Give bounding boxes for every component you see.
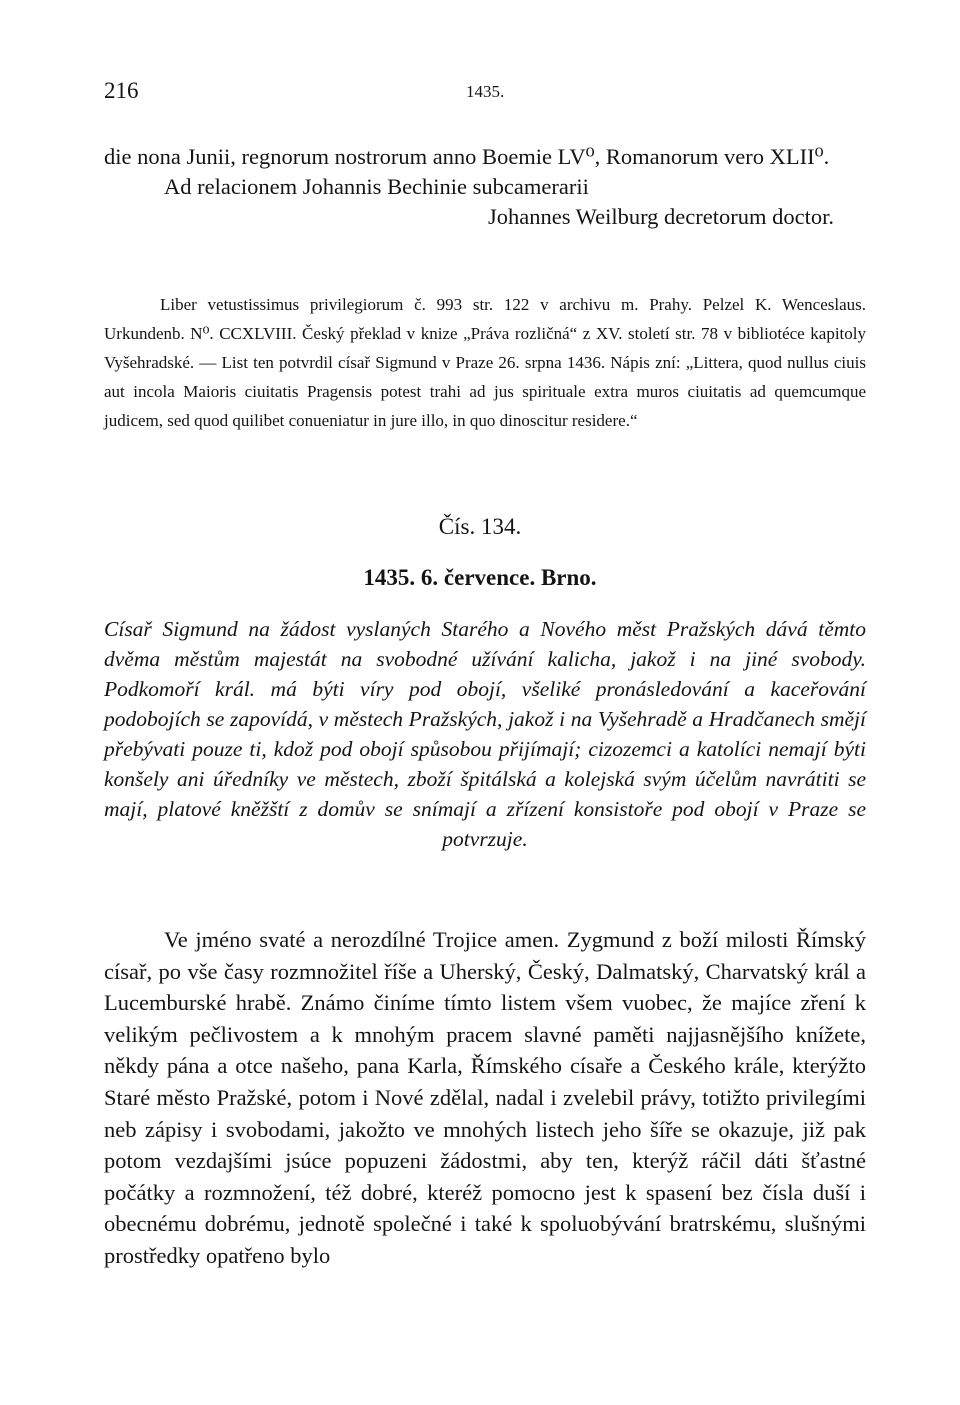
- signature-line: Johannes Weilburg decretorum doctor.: [487, 204, 834, 229]
- running-head-year: 1435.: [466, 82, 505, 101]
- page-header: [104, 78, 864, 108]
- dating-clause: die nona Junii, regnorum nostrorum anno Boemie LV⁰, Romanorum vero XLII⁰.: [104, 144, 830, 169]
- source-notes: Liber vetustissimus privilegiorum č. 993 str. 122 v archivu m. Prahy. Pelzel K. Wenceslaus. Urkundenb. N⁰. CCXLVIII. Český překlad v knize „Práva rozličná“ z XV. století str. 78 v bibliotéce kapitoly Vyšehradské. — List ten potvrdil císař Sigmund v Praze 26. srpna 1436. Nápis zní: „Littera, quod nullus ciuis aut incola Maioris ciuitatis Pragensis potest trahi ad jus spirituale extra muros ciuitatis ad quemcumque judicem, sed quod quilibet conueniatur in jure illo, in quo dinoscitur residere.“: [104, 295, 866, 430]
- relation-clause: Ad relacionem Johannis Bechinie subcamerarii: [164, 174, 589, 199]
- previous-document-closing: [104, 142, 866, 232]
- document-number: Čís. 134.: [438, 514, 522, 539]
- document-date-place: 1435. 6. července. Brno.: [363, 565, 597, 590]
- document-regest: Císař Sigmund na žádost vyslaných Starého a Nového měst Pražských dává těmto dvěma městům majestát na svobodné užívání kalicha, jakož i na jiné svobody. Podkomoří král. má býti víry pod obojí, všeliké pronásledování a kaceřování podobojích se zapovídá, v městech Pražských, jakož i na Vyšehradě a Hradčanech smějí přebývati pouze ti, kdož pod obojí spůsobou přijímají; cizozemci a katolíci nemají býti konšely ani úředníky ve městech, zboží špitálská a kolejská svým účelům navrátiti se mají, platové kněžští z domův se snímají a zřízení konsistoře pod obojí v Praze se potvrzuje.: [104, 617, 866, 851]
- document-text: Ve jméno svaté a nerozdílné Trojice amen. Zygmund z boží milosti Římský císař, po vše časy rozmnožitel říše a Uherský, Český, Dalmatský, Charvatský král a Lucemburské hrabě. Známo činíme tímto listem všem vuobec, že majíce zření k velikým pečlivostem a k mnohým pracem slavné paměti najjasnějšího knížete, někdy pána a otce našeho, pana Karla, Římského císaře a Českého krále, kterýžto Staré město Pražské, potom i Nové zdělal, nadal i zvelebil právy, totižto privilegími neb zápisy i svobodami, jakožto ve mnohých listech jeho šíře se okazuje, již pak potom vezdajšími jsúce popuzeni žádostmi, aby ten, kterýž ráčil dáti šťastné počátky a rozmnožení, též dobré, kteréž pomocno jest k spasení bez čísla duší i obecnému dobrému, jednotě společné i také k spoluobývání bratrskému, slušnými prostředky opatřeno bylo: [104, 927, 866, 1268]
- page-number: 216: [104, 78, 139, 103]
